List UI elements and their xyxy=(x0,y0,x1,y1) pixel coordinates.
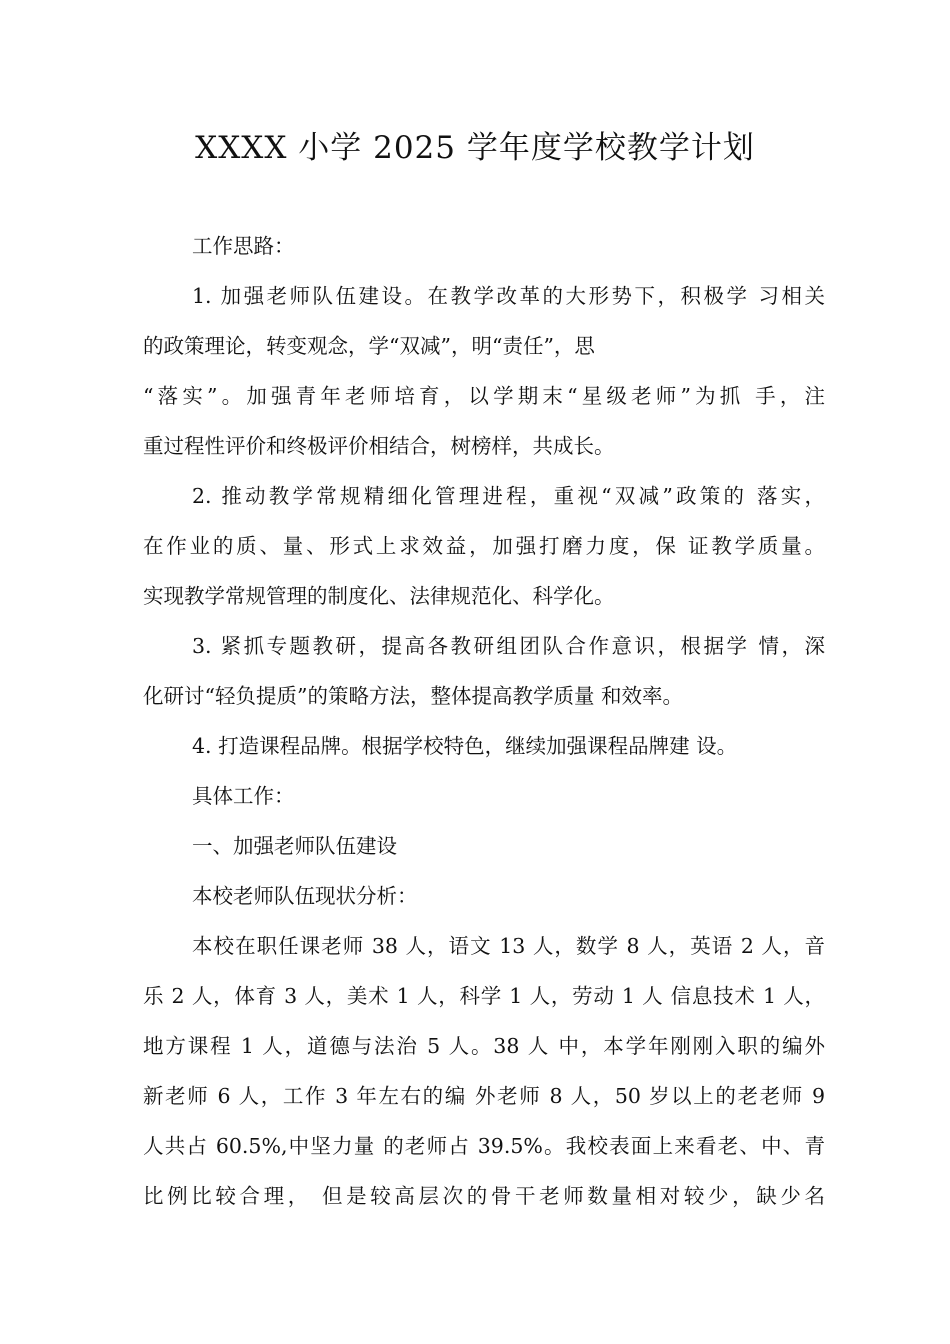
item1-line-3: “落实”。加强青年老师培育，以学期末“星级老师”为抓 手，注 xyxy=(143,384,825,408)
document-title: XXXX 小学 2025 学年度学校教学计划 xyxy=(195,130,755,166)
paragraph-item-3 xyxy=(143,621,825,721)
item3-line-2: 化研讨“轻负提质”的策略方法，整体提高教学质量 和效率。 xyxy=(143,684,683,708)
item1-line-2: 的政策理论，转变观念，学“双减”，明“责任”，思 xyxy=(143,334,595,358)
item2-line-1: 2. 推动教学常规精细化管理进程，重视“双减”政策的 落实， xyxy=(192,484,825,508)
analysis-line-1: 本校在职任课老师 38 人，语文 13 人，数学 8 人，英语 2 人，音 xyxy=(192,934,825,958)
section-heading-work-ideas: 工作思路： xyxy=(192,234,295,258)
paragraph-item-1 xyxy=(143,271,825,471)
document-body xyxy=(143,221,825,1221)
paragraph-item-2 xyxy=(143,471,825,621)
item3-line-1: 3. 紧抓专题教研，提高各教研组团队合作意识，根据学 情，深 xyxy=(192,634,825,658)
heading-one: 一、加强老师队伍建设 xyxy=(192,834,397,858)
analysis-line-2: 乐 2 人，体育 3 人，美术 1 人，科学 1 人，劳动 1 人 信息技术 1 人， xyxy=(143,984,825,1008)
item2-line-3: 实现教学常规管理的制度化、法律规范化、科学化。 xyxy=(143,584,615,608)
item1-line-4: 重过程性评价和终极评价相结合，树榜样，共成长。 xyxy=(143,434,615,458)
analysis-line-3: 地方课程 1 人，道德与法治 5 人。38 人 中，本学年刚刚入职的编外 xyxy=(143,1034,825,1058)
subheading-analysis: 本校老师队伍现状分析： xyxy=(192,884,418,908)
analysis-line-4: 新老师 6 人，工作 3 年左右的编 外老师 8 人，50 岁以上的老老师 9 xyxy=(143,1084,825,1108)
analysis-line-6: 比例比较合理， 但是较高层次的骨干老师数量相对较少，缺少名 xyxy=(143,1184,825,1208)
item2-line-2: 在作业的质、量、形式上求效益，加强打磨力度，保 证教学质量。 xyxy=(143,534,825,558)
section-heading-specific-work: 具体工作： xyxy=(192,784,295,808)
paragraph-item-4 xyxy=(143,721,825,771)
item1-line-1: 1. 加强老师队伍建设。在教学改革的大形势下，积极学 习相关 xyxy=(192,284,825,308)
paragraph-analysis xyxy=(143,921,825,1221)
analysis-line-5: 人共占 60.5%,中坚力量 的老师占 39.5%。我校表面上来看老、中、青 xyxy=(143,1134,825,1158)
item4-line-1: 4. 打造课程品牌。根据学校特色，继续加强课程品牌建 设。 xyxy=(192,734,738,758)
